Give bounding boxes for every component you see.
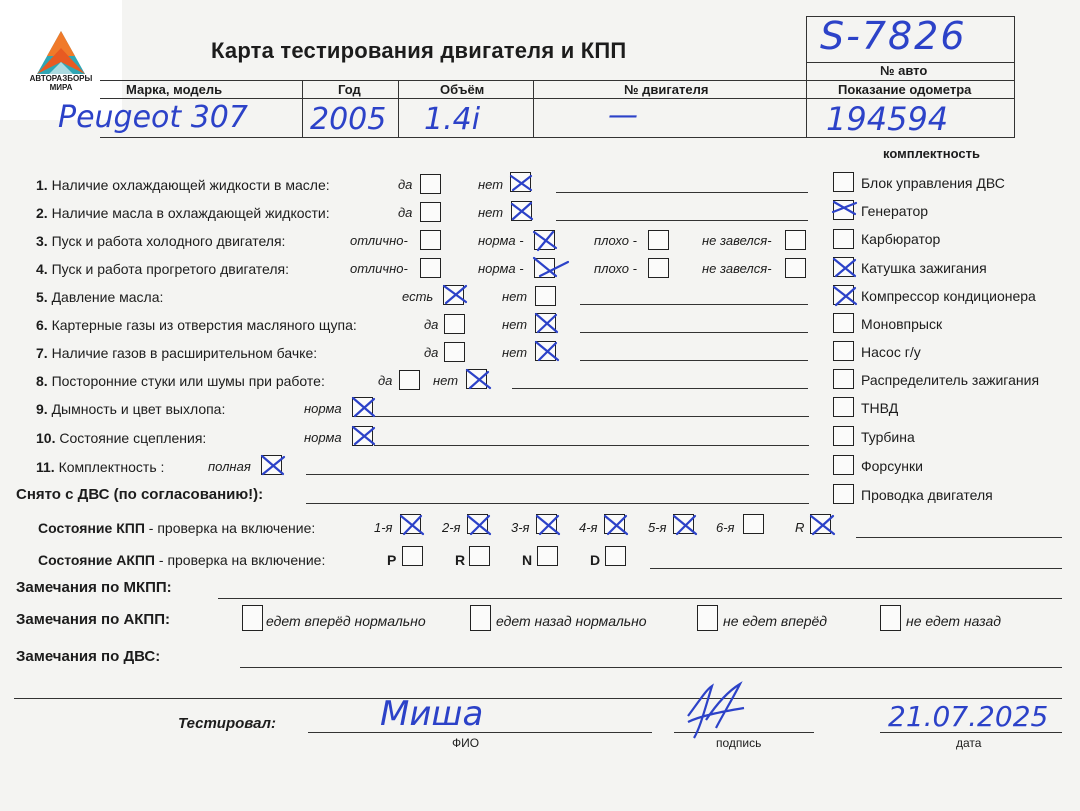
auto-gearbox-check: Состояние АКПП - проверка на включение: <box>38 552 326 568</box>
question-6: 6. Картерные газы из отверстия масляного щупа: <box>36 317 357 333</box>
check-mark <box>534 232 556 250</box>
gear-label: 1-я <box>374 520 393 535</box>
opt-label: нет <box>433 373 459 388</box>
check-mark <box>811 516 834 534</box>
col-year: Год <box>338 82 361 97</box>
opt-label: нет <box>478 205 504 220</box>
col-odometer: Показание одометра <box>838 82 972 97</box>
opt-label: норма - <box>478 261 524 276</box>
engine-number-value: — <box>608 98 638 133</box>
col-brand-model: Марка, модель <box>126 82 223 97</box>
gear-label: 3-я <box>511 520 530 535</box>
opt-label: да <box>424 345 439 360</box>
question-3: 3. Пуск и работа холодного двигателя: <box>36 233 286 249</box>
question-9: 9. Дымность и цвет выхлопа: <box>36 401 226 417</box>
page-title: Карта тестирования двигателя и КПП <box>211 38 627 63</box>
opt-label: полная <box>208 459 251 474</box>
tester-name: Миша <box>380 694 484 734</box>
gear-label: 6-я <box>716 520 735 535</box>
gear-label: R <box>795 520 805 535</box>
brand-model-value: Peugeot 307 <box>58 100 248 135</box>
tested-by-label: Тестировал: <box>178 715 276 732</box>
remarks-manual-label: Замечания по МКПП: <box>16 579 172 596</box>
check-mark <box>833 202 856 214</box>
comp-item-injection-pump: ТНВД <box>861 400 899 416</box>
auto-mode-label: N <box>522 552 533 568</box>
logo-text-line1: АВТОРАЗБОРЫ <box>29 74 93 83</box>
check-mark <box>444 286 466 303</box>
auto-mode-label: R <box>455 552 466 568</box>
odometer-value: 194594 <box>826 100 949 138</box>
opt-label: норма <box>304 401 342 416</box>
check-mark <box>468 516 490 534</box>
comp-item-distributor: Распределитель зажигания <box>861 372 1040 388</box>
question-7: 7. Наличие газов в расширительном бачке: <box>36 345 318 361</box>
auto-remark-option: не едет вперёд <box>723 613 828 629</box>
question-5: 5. Давление масла: <box>36 289 164 305</box>
check-mark <box>536 342 558 360</box>
opt-label: плохо - <box>594 261 637 276</box>
car-number-label: № авто <box>880 63 928 78</box>
auto-remark-option: не едет назад <box>906 613 1001 629</box>
year-value: 2005 <box>310 102 387 137</box>
question-4: 4. Пуск и работа прогретого двигателя: <box>36 261 290 277</box>
opt-label: отлично- <box>350 233 408 248</box>
comp-item-ac-compressor: Компрессор кондиционера <box>861 288 1036 304</box>
logo-text-line2: МИРА <box>49 83 73 92</box>
comp-item-ignition-coil: Катушка зажигания <box>861 260 987 276</box>
comp-item-generator: Генератор <box>861 203 929 219</box>
comp-item-turbine: Турбина <box>861 429 915 445</box>
opt-label: нет <box>502 289 528 304</box>
completeness-title: комплектность <box>883 146 980 161</box>
auto-remark-option: едет назад нормально <box>496 613 647 629</box>
check-mark <box>353 398 374 416</box>
question-1: 1. Наличие охлаждающей жидкости в масле: <box>36 177 330 193</box>
col-volume: Объём <box>440 82 485 97</box>
auto-remark-option: едет вперёд нормально <box>266 613 426 629</box>
check-mark <box>353 427 374 444</box>
signature-label: подпись <box>716 736 762 750</box>
opt-label: плохо - <box>594 233 637 248</box>
gear-label: 5-я <box>648 520 667 535</box>
comp-item-mono-injection: Моновпрыск <box>861 316 943 332</box>
opt-label: да <box>398 177 413 192</box>
opt-label: есть <box>402 289 434 304</box>
check-mark <box>537 516 559 534</box>
check-mark <box>674 516 696 534</box>
opt-label: да <box>378 373 393 388</box>
comp-item-engine-wiring: Проводка двигателя <box>861 487 993 503</box>
question-11: 11. Комплектность : <box>36 459 165 475</box>
comp-item-carburetor: Карбюратор <box>861 231 941 247</box>
opt-label: не завелся- <box>702 261 772 276</box>
opt-label: норма <box>304 430 342 445</box>
manual-gearbox-check: Состояние КПП - проверка на включение: <box>38 520 316 536</box>
question-10: 10. Состояние сцепления: <box>36 430 207 446</box>
auto-mode-label: P <box>387 552 397 568</box>
check-mark <box>511 176 531 190</box>
opt-label: отлично- <box>350 261 408 276</box>
check-mark <box>834 287 856 305</box>
col-engine-number: № двигателя <box>624 82 709 97</box>
remarks-engine-label: Замечания по ДВС: <box>16 648 161 665</box>
volume-value: 1.4i <box>424 102 481 137</box>
comp-item-injectors: Форсунки <box>861 458 923 474</box>
check-mark <box>512 203 532 219</box>
check-mark <box>262 456 284 474</box>
removed-from-engine-label: Снято с ДВС (по согласованию!): <box>16 486 264 503</box>
remarks-auto-label: Замечания по АКПП: <box>16 611 170 628</box>
check-mark <box>401 516 423 534</box>
test-date: 21.07.2025 <box>888 700 1049 733</box>
opt-label: не завелся- <box>702 233 772 248</box>
check-mark <box>536 314 557 332</box>
check-mark <box>834 259 855 276</box>
question-2: 2. Наличие масла в охлаждающей жидкости: <box>36 205 330 221</box>
opt-label: нет <box>478 177 504 192</box>
fio-label: ФИО <box>452 736 480 750</box>
opt-label: нет <box>502 345 528 360</box>
auto-mode-label: D <box>590 552 601 568</box>
car-number-value: S-7826 <box>820 14 967 58</box>
comp-item-ecu: Блок управления ДВС <box>861 175 1005 191</box>
opt-label: нет <box>502 317 528 332</box>
opt-label: да <box>398 205 413 220</box>
comp-item-power-steering-pump: Насос г/у <box>861 344 921 360</box>
opt-label: да <box>424 317 439 332</box>
question-8: 8. Посторонние стуки или шумы при работе: <box>36 373 325 389</box>
check-mark <box>467 370 490 388</box>
date-label: дата <box>956 736 982 750</box>
gear-label: 2-я <box>442 520 461 535</box>
check-mark <box>605 516 627 534</box>
check-mark <box>534 258 568 276</box>
opt-label: норма - <box>478 233 524 248</box>
gear-label: 4-я <box>579 520 598 535</box>
